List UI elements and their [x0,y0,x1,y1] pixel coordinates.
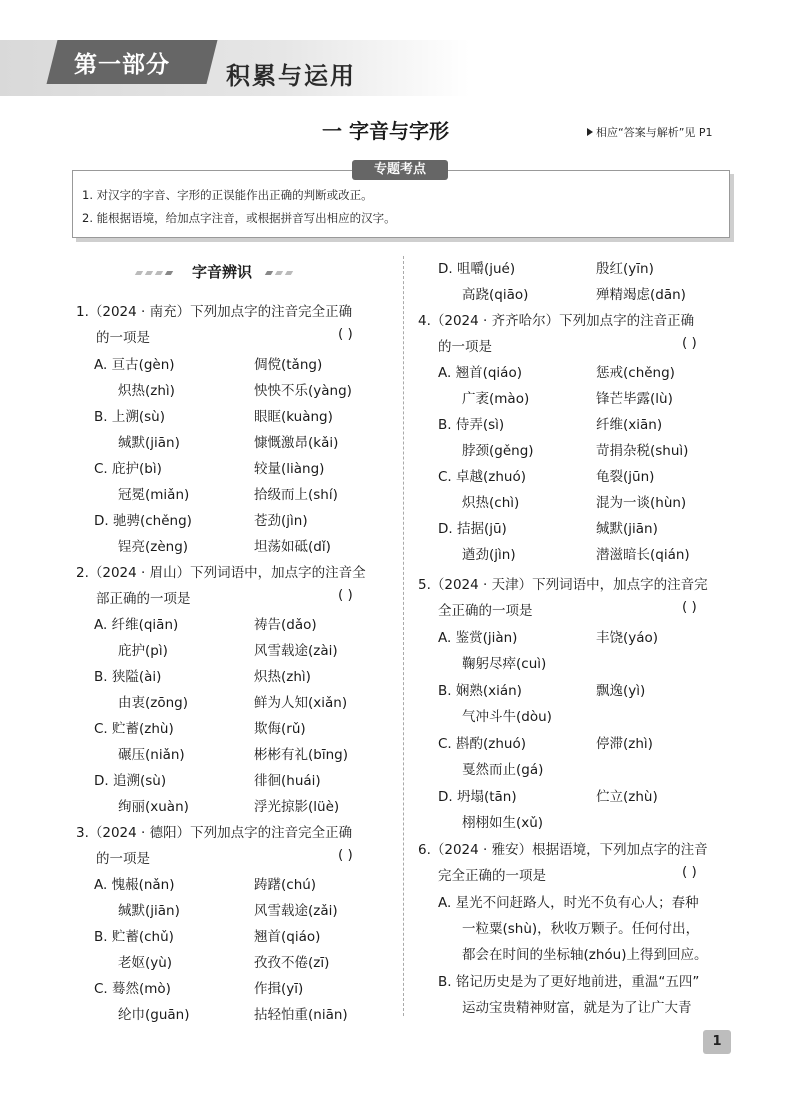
option-text: D. 拮据(jū) [438,521,507,537]
option-text: 倜傥(tǎng) [254,357,323,373]
option-text: 龟裂(jūn) [596,469,655,485]
option-text: 飘逸(yì) [596,683,646,699]
decor-dash [285,271,293,275]
answer-blank: ( ) [338,587,353,603]
option-text: 浮光掠影(lüè) [254,799,340,815]
option-text: A. 翘首(qiáo) [438,365,522,381]
part-label: 第一部分 [74,52,170,78]
key-points-box [72,170,730,238]
option-text: B. 贮蓄(chǔ) [94,929,174,945]
option-text: D. 坍塌(tān) [438,789,517,805]
option-text: 怏怏不乐(yàng) [254,383,352,399]
option-text: 彬彬有礼(bīng) [254,747,348,763]
option-text: 丰饶(yáo) [596,630,659,646]
option-text: 缄默(jiān) [596,521,658,537]
option-text: 翘首(qiáo) [254,929,321,945]
key-points-tag: 专题考点 [352,160,448,180]
question-5-line2: 全正确的一项是 [438,603,533,619]
option-text: B. 狭隘(ài) [94,669,162,685]
subsection-title: 字音辨识 [192,263,253,281]
option-text: 纶巾(guān) [118,1007,190,1023]
option-text: 老妪(yù) [118,955,173,971]
option-text: B. 娴熟(xián) [438,683,522,699]
option-text: C. 斟酌(zhuó) [438,736,527,752]
option-text: 伫立(zhù) [596,789,658,805]
option-text: 庇护(pì) [118,643,168,659]
question-1-line1: 1.（2024 · 南充）下列加点字的注音完全正确 [76,304,353,320]
decor-dash [275,271,283,275]
option-text: 踌躇(chú) [254,877,317,893]
option-text: 混为一谈(hùn) [596,495,687,511]
option-text: 运动宝贵精神财富，就是为了让广大青 [462,1000,692,1016]
option-text: B. 上溯(sù) [94,409,165,425]
option-text: 殚精竭虑(dān) [596,287,686,303]
option-text: D. 追溯(sù) [94,773,167,789]
option-text: 气冲斗牛(dòu) [462,709,552,725]
decor-dash [155,271,163,275]
option-text: 祷告(dǎo) [254,617,317,633]
option-text: 较量(liàng) [254,461,325,477]
key-point-item: 2. 能根据语境，给加点字注音，或根据拼音写出相应的汉字。 [82,211,396,225]
question-3-line1: 3.（2024 · 德阳）下列加点字的注音完全正确 [76,825,353,841]
option-text: 停滞(zhì) [596,736,653,752]
answer-reference [587,124,713,140]
option-text: D. 咀嚼(jué) [438,261,516,277]
option-text: 纤维(xiān) [596,417,663,433]
option-text: D. 驰骋(chěng) [94,513,192,529]
option-text: 慷慨激昂(kǎi) [254,435,339,451]
option-text: 栩栩如生(xǔ) [462,815,544,831]
question-2-line2: 部正确的一项是 [96,591,191,607]
option-text: A. 纤维(qiān) [94,617,179,633]
option-text: 一粒粟(shù)，秋收万颗子。任何付出， [462,921,700,937]
question-2-line1: 2.（2024 · 眉山）下列词语中，加点字的注音全 [76,565,366,581]
option-text: 孜孜不倦(zī) [254,955,330,971]
option-text: 炽热(zhì) [254,669,311,685]
option-text: 遒劲(jìn) [462,547,516,563]
unit-title: 积累与运用 [226,62,356,90]
answer-reference-text: 相应“答案与解析”见 P1 [596,126,713,139]
question-3-line2: 的一项是 [96,851,150,867]
option-text: 风雪载途(zài) [254,643,338,659]
option-text: 苛捐杂税(shuì) [596,443,689,459]
option-text: 碾压(niǎn) [118,747,185,763]
option-text: A. 鉴赏(jiàn) [438,630,518,646]
answer-blank: ( ) [338,847,353,863]
section-title: 一 字音与字形 [322,119,449,143]
option-text: 拾级而上(shí) [254,487,338,503]
option-text: B. 侍弄(sì) [438,417,505,433]
option-text: C. 蓦然(mò) [94,981,171,997]
option-text: C. 贮蓄(zhù) [94,721,174,737]
option-text: 广袤(mào) [462,391,530,407]
option-text: C. 卓越(zhuó) [438,469,527,485]
decor-dash [265,271,273,275]
option-text: 都会在时间的坐标轴(zhóu)上得到回应。 [462,947,708,963]
option-text: 眼眶(kuàng) [254,409,333,425]
option-text: 高跷(qiāo) [462,287,529,303]
decor-dash [135,271,143,275]
question-6-line1: 6.（2024 · 雅安）根据语境，下列加点字的注音 [418,842,708,858]
subsection-heading [130,259,300,285]
option-text: 锃亮(zèng) [118,539,189,555]
option-text: B. 铭记历史是为了更好地前进，重温“五四” [438,974,700,990]
option-text: 拈轻怕重(niān) [254,1007,348,1023]
question-4-line2: 的一项是 [438,339,492,355]
option-text: 坦荡如砥(dǐ) [254,539,331,555]
option-text: 徘徊(huái) [254,773,321,789]
answer-blank: ( ) [682,335,697,351]
option-text: 作揖(yī) [254,981,304,997]
option-text: A. 星光不问赶路人，时光不负有心人；春种 [438,895,699,911]
option-text: 冠冕(miǎn) [118,487,190,503]
question-6-line2: 完全正确的一项是 [438,868,546,884]
option-text: 锋芒毕露(lù) [596,391,673,407]
decor-dash [145,271,153,275]
answer-blank: ( ) [338,326,353,342]
option-text: 炽热(zhì) [118,383,175,399]
option-text: 炽热(chì) [462,495,520,511]
option-text: 由衷(zōng) [118,695,189,711]
option-text: 鞠躬尽瘁(cuì) [462,656,547,672]
option-text: 脖颈(gěng) [462,443,534,459]
answer-blank: ( ) [682,864,697,880]
option-text: 绚丽(xuàn) [118,799,189,815]
option-text: 潜滋暗长(qián) [596,547,690,563]
key-point-item: 1. 对汉字的字音、字形的正误能作出正确的判断或改正。 [82,188,373,202]
answer-blank: ( ) [682,599,697,615]
option-text: 殷红(yīn) [596,261,654,277]
page-number: 1 [703,1030,731,1054]
option-text: 缄默(jiān) [118,435,180,451]
option-text: 欺侮(rǔ) [254,721,306,737]
question-4-line1: 4.（2024 · 齐齐哈尔）下列加点字的注音正确 [418,313,695,329]
triangle-icon [587,128,593,136]
option-text: A. 亘古(gèn) [94,357,175,373]
question-5-line1: 5.（2024 · 天津）下列词语中，加点字的注音完 [418,577,708,593]
column-divider [403,256,404,1016]
decor-dash [165,271,173,275]
option-text: 缄默(jiān) [118,903,180,919]
option-text: C. 庇护(bì) [94,461,162,477]
option-text: 惩戒(chěng) [596,365,675,381]
option-text: A. 愧赧(nǎn) [94,877,175,893]
option-text: 苍劲(jìn) [254,513,308,529]
option-text: 鲜为人知(xiǎn) [254,695,348,711]
question-1-line2: 的一项是 [96,330,150,346]
option-text: 戛然而止(gá) [462,762,544,778]
option-text: 风雪载途(zǎi) [254,903,338,919]
